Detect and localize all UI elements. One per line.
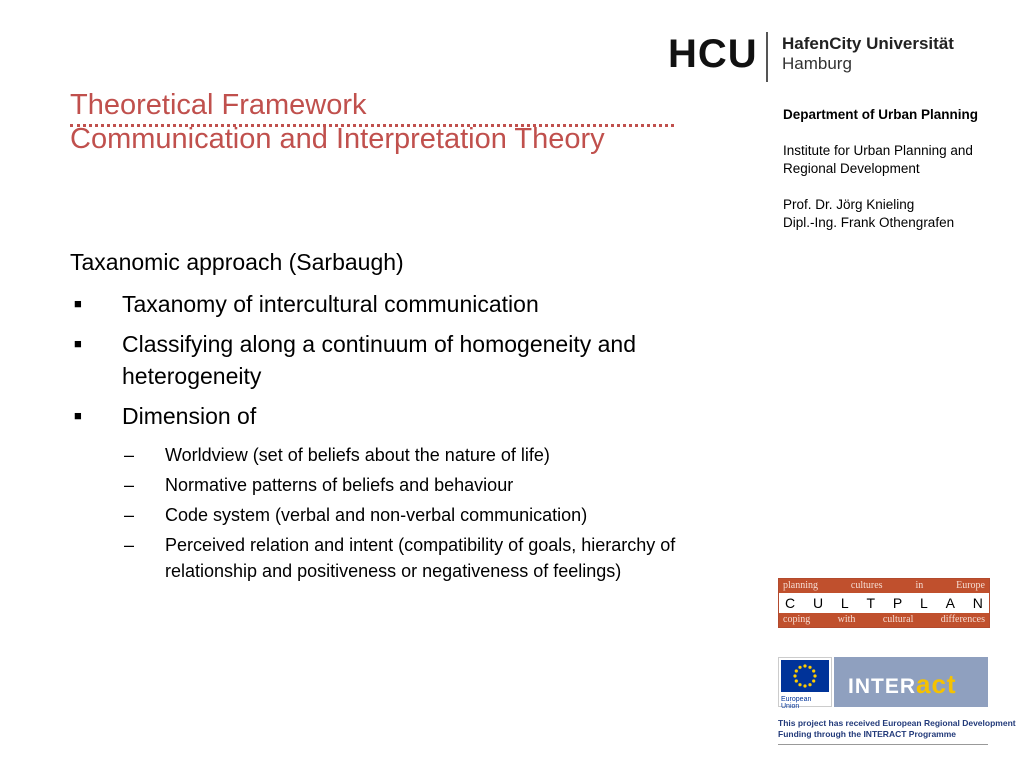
interact-word-act: act: [916, 669, 957, 699]
sub-bullet-text: Perceived relation and intent (compatibility of goals, hierarchy of relationship and positiveness or negativeness of feelings): [165, 535, 676, 581]
university-city: Hamburg: [782, 54, 852, 73]
cultplan-word: coping: [783, 614, 811, 625]
cultplan-word: planning: [783, 580, 818, 591]
bullet-text: Classifying along a continuum of homogeneity and heterogeneity: [122, 331, 636, 389]
cultplan-word: Europe: [956, 580, 985, 591]
sub-bullet-text: Normative patterns of beliefs and behaviour: [165, 475, 514, 495]
sub-bullet-item: [70, 442, 730, 468]
eu-flag-icon: [778, 657, 832, 710]
sub-bullet-item: [70, 502, 730, 528]
cultplan-letter: U: [812, 595, 824, 611]
bullet-text: Taxanomy of intercultural communication: [122, 291, 539, 317]
sub-bullet-item: [70, 532, 730, 584]
slide-content: [70, 246, 730, 588]
cultplan-word: in: [915, 580, 924, 591]
cultplan-letter: L: [920, 595, 928, 611]
bullet-item: [70, 328, 730, 392]
bullet-item: [70, 400, 730, 432]
cultplan-word: differences: [940, 614, 985, 625]
square-bullet-icon: ■: [74, 336, 82, 351]
cultplan-letter: L: [840, 595, 849, 611]
content-heading: Taxanomic approach (Sarbaugh): [70, 249, 404, 275]
dash-marker: –: [124, 475, 135, 495]
bullet-item: [70, 288, 730, 320]
sub-bullet-list: [70, 442, 730, 584]
funding-line-2: Funding through the INTERACT Programme: [778, 729, 957, 739]
funding-divider: [778, 744, 988, 745]
cultplan-word: cultural: [882, 614, 914, 625]
slide-title: [70, 88, 710, 156]
title-divider: [70, 124, 674, 127]
interact-word-inter: INTER: [848, 675, 916, 698]
cultplan-bottom-band: [779, 613, 989, 627]
dash-marker: –: [124, 535, 135, 555]
eu-label: European Union: [781, 696, 812, 710]
cultplan-word: cultures: [850, 580, 883, 591]
cultplan-word: with: [837, 614, 856, 625]
cultplan-logo: [778, 578, 990, 628]
square-bullet-icon: ■: [74, 408, 82, 423]
title-line-2: Communication and Interpretation Theory: [70, 123, 605, 155]
cultplan-top-band: [779, 579, 989, 593]
funding-line-1: This project has received European Regional Development: [778, 718, 1016, 728]
cultplan-letter: P: [892, 595, 903, 611]
cultplan-letter: T: [866, 595, 876, 611]
info-panel: [783, 106, 1003, 232]
cultplan-letter: N: [972, 595, 983, 611]
dash-marker: –: [124, 505, 135, 525]
sub-bullet-text: Worldview (set of beliefs about the nature of life): [165, 445, 550, 465]
cultplan-letter: C: [785, 595, 796, 611]
logo-separator: [766, 32, 768, 82]
author-2: Dipl.-Ing. Frank Othengrafen: [783, 215, 955, 230]
author-1: Prof. Dr. Jörg Knieling: [783, 197, 915, 212]
department-name: Department of Urban Planning: [783, 107, 979, 122]
bullet-text: Dimension of: [122, 403, 257, 429]
cultplan-title: [779, 593, 989, 613]
hcu-logo-mark: HCU: [668, 32, 758, 76]
interact-box: [834, 657, 988, 707]
interact-wordmark: [848, 669, 957, 700]
hcu-logo: [668, 30, 968, 80]
sub-bullet-text: Code system (verbal and non-verbal communication): [165, 505, 588, 525]
title-line-1: Theoretical Framework: [70, 89, 367, 121]
cultplan-letter: A: [945, 595, 955, 611]
funding-note: [778, 718, 1016, 740]
dash-marker: –: [124, 445, 135, 465]
square-bullet-icon: ■: [74, 296, 82, 311]
interact-logo: [778, 657, 988, 710]
sub-bullet-item: [70, 472, 730, 498]
institute-name: Institute for Urban Planning and Regional Development: [783, 143, 973, 176]
university-name: HafenCity Universität: [782, 34, 954, 53]
